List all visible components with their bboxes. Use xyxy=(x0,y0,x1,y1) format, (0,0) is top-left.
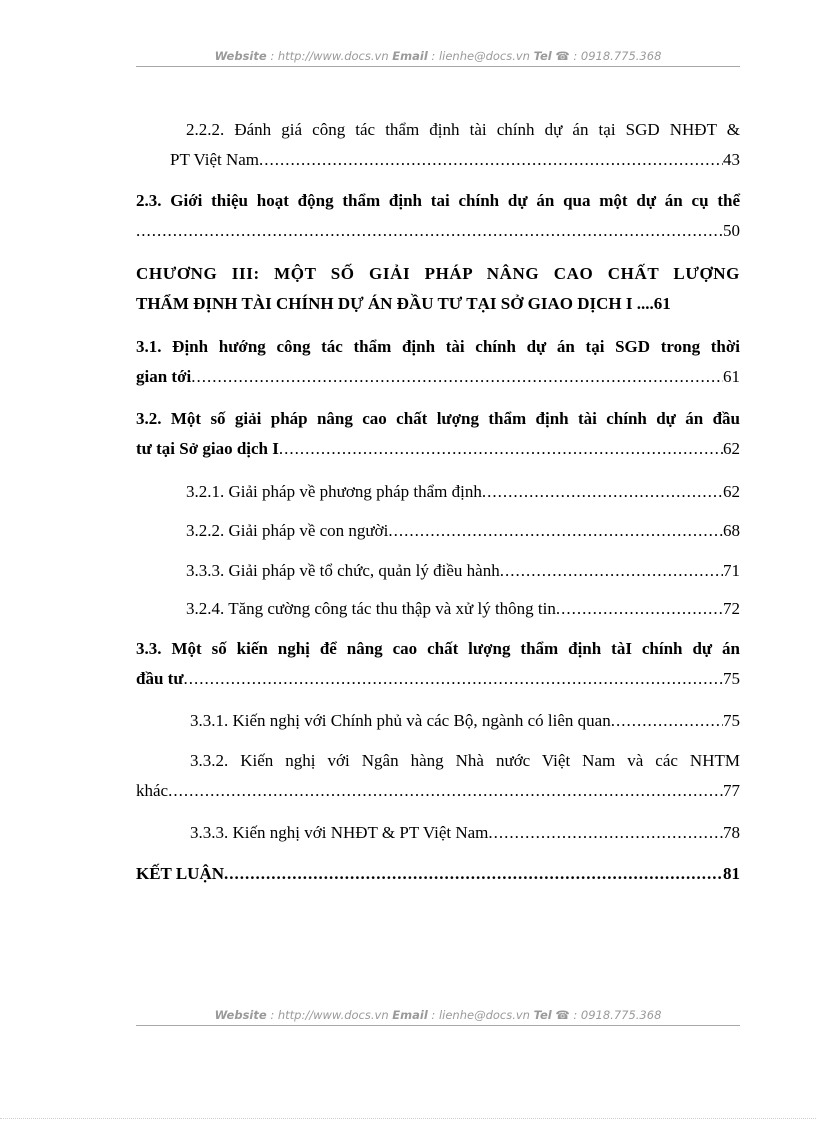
page-number: 78 xyxy=(723,823,740,842)
page-number: 68 xyxy=(723,521,740,540)
page-number: 61 xyxy=(723,367,740,386)
leader-dots xyxy=(184,664,723,694)
toc-entry-3-2-2 xyxy=(136,516,740,546)
toc-entry-2-2-2 xyxy=(136,115,740,175)
tel-value: : 0918.775.368 xyxy=(569,49,662,63)
entry-title: 3.3.3. Kiến nghị với NHĐT & PT Việt Nam xyxy=(190,823,489,842)
entry-title: 3.2.2. Giải pháp về con người xyxy=(186,521,389,540)
leader-dots xyxy=(224,859,723,889)
footer-rule xyxy=(136,1025,740,1026)
entry-title: 2.2.2. Đánh giá công tác thẩm định tài chính dự án tại SGD NHĐT & xyxy=(186,120,740,139)
leader-dots xyxy=(611,706,723,736)
toc-entry-3-3-3 xyxy=(136,818,740,848)
email-value: : lienhe@docs.vn xyxy=(427,1008,534,1022)
page-footer xyxy=(136,1008,740,1022)
toc-entry-conclusion xyxy=(136,859,740,889)
page-number: 72 xyxy=(723,599,740,618)
entry-title-cont: gian tới xyxy=(136,367,192,386)
toc-entry-3-3 xyxy=(136,634,740,694)
tel-value: : 0918.775.368 xyxy=(569,1008,662,1022)
entry-title: 3.3.3. Giải pháp về tổ chức, quản lý điều hành xyxy=(186,561,500,580)
page-edge xyxy=(0,1118,816,1119)
entry-title: 2.3. Giới thiệu hoạt động thẩm định tai chính dự án qua một dự án cụ thể xyxy=(136,191,740,210)
page-number: 62 xyxy=(723,439,740,458)
entry-title: 3.3.1. Kiến nghị với Chính phủ và các Bộ, ngành có liên quan xyxy=(190,711,611,730)
toc-entry-3-1 xyxy=(136,332,740,392)
page-number: 75 xyxy=(723,711,740,730)
toc-entry-3-2 xyxy=(136,404,740,464)
page-number: 75 xyxy=(723,669,740,688)
toc-entry-3-3-1 xyxy=(136,706,740,736)
leader-dots xyxy=(556,594,723,624)
leader-dots xyxy=(259,145,723,175)
email-label: Email xyxy=(392,49,428,63)
entry-title: 3.2. Một số giải pháp nâng cao chất lượng thẩm định tài chính dự án đầu xyxy=(136,409,740,428)
leader-dots xyxy=(500,556,723,586)
toc-entry-2-3 xyxy=(136,186,740,246)
page-number: 50 xyxy=(723,221,740,240)
entry-title: 3.1. Định hướng công tác thẩm định tài chính dự án tại SGD trong thời xyxy=(136,337,740,356)
leader-dots xyxy=(488,818,723,848)
phone-icon: ☎ xyxy=(555,49,570,63)
entry-title-cont: PT Việt Nam xyxy=(170,150,260,169)
toc-entry-3-3-3-org xyxy=(136,556,740,586)
tel-label: Tel xyxy=(533,1008,552,1022)
entry-title: KẾT LUẬN xyxy=(136,864,225,883)
entry-title: 3.3.2. Kiến nghị với Ngân hàng Nhà nước Việt Nam và các NHTM xyxy=(190,751,740,770)
page-number: 81 xyxy=(723,864,740,883)
page-header xyxy=(136,49,740,63)
website-label: Website xyxy=(214,49,267,63)
leader-dots xyxy=(136,216,723,246)
toc-entry-chapter-3 xyxy=(136,259,740,319)
toc-entry-3-2-4 xyxy=(136,594,740,624)
header-rule xyxy=(136,66,740,67)
page-number: 71 xyxy=(723,561,740,580)
toc-entry-3-2-1 xyxy=(136,477,740,507)
entry-title-cont: tư tại Sở giao dịch I xyxy=(136,439,279,458)
website-label: Website xyxy=(214,1008,267,1022)
entry-title: 3.2.4. Tăng cường công tác thu thập và xử lý thông tin xyxy=(186,599,556,618)
email-value: : lienhe@docs.vn xyxy=(427,49,534,63)
leader-dots xyxy=(482,477,723,507)
leader-dots xyxy=(191,362,723,392)
entry-title-cont: khác xyxy=(136,781,169,800)
leader-dots xyxy=(279,434,723,464)
chapter-title: CHƯƠNG III: MỘT SỐ GIẢI PHÁP NÂNG CAO CHẤT LƯỢNG xyxy=(136,264,740,283)
email-label: Email xyxy=(392,1008,428,1022)
leader-dots xyxy=(388,516,723,546)
entry-title: 3.3. Một số kiến nghị để nâng cao chất lượng thẩm định tàI chính dự án xyxy=(136,639,740,658)
toc-entry-3-3-2 xyxy=(136,746,740,806)
tel-label: Tel xyxy=(533,49,552,63)
page-number: 43 xyxy=(723,150,740,169)
website-value: : http://www.docs.vn xyxy=(266,49,393,63)
entry-title-cont: đầu tư xyxy=(136,669,184,688)
website-value: : http://www.docs.vn xyxy=(266,1008,393,1022)
leader-dots xyxy=(168,776,723,806)
phone-icon: ☎ xyxy=(555,1008,570,1022)
page-number: 77 xyxy=(723,781,740,800)
chapter-title-cont: THẨM ĐỊNH TÀI CHÍNH DỰ ÁN ĐẦU TƯ TẠI SỞ GIAO DỊCH I ....61 xyxy=(136,294,671,313)
page-number: 62 xyxy=(723,482,740,501)
entry-title: 3.2.1. Giải pháp về phương pháp thẩm định xyxy=(186,482,482,501)
